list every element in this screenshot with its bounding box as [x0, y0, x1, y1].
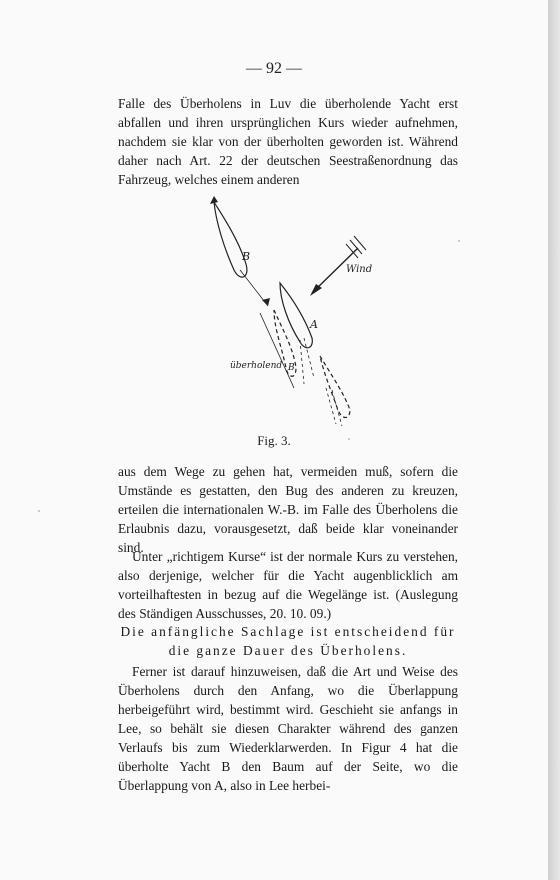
- figure-3-diagram: [200, 188, 380, 433]
- yacht-b-hull: [214, 202, 247, 277]
- wind-label: Wind: [346, 264, 373, 275]
- paper-speck: [348, 438, 350, 440]
- page-edge: [548, 0, 560, 880]
- yacht-a-hull: [280, 283, 312, 348]
- course-a-line: [260, 313, 294, 388]
- course-b-arrow-head: [210, 196, 218, 204]
- section-heading: Die anfängliche Sachlage ist entscheidend für die ganze Dauer des Überholens.: [120, 624, 456, 658]
- label-b: B: [242, 250, 251, 263]
- wake-lines-ghost: [326, 388, 342, 426]
- paper-speck: [38, 510, 40, 512]
- page-number: — 92 —: [246, 60, 302, 77]
- label-a: A: [310, 318, 318, 331]
- paragraph-2: aus dem Wege zu gehen hat, vermeiden muß, sofern die Umstände es gestatten, den Bug des anderen zu kreuzen, erteilen die internationalen W.-B. im Falle des Überholens die Erlaubnis dazu, vorausgesetzt, daß beide klar voneinander sind.: [118, 464, 458, 555]
- label-b-overtaking: B: [288, 363, 295, 373]
- yacht-ghost-hull: [320, 356, 350, 418]
- paper-speck: [458, 240, 460, 242]
- wind-arrow-fletching: [346, 236, 366, 258]
- overtaking-label: überholend: [230, 361, 283, 371]
- figure-caption: Fig. 3.: [257, 433, 291, 448]
- paragraph-1: Falle des Überholens in Luv die überholende Yacht erst abfallen und ihren ursprünglichen Kurs wieder aufnehmen, nachdem sie klar von der überholten geworden ist. Während daher nach Art. 22 der deutschen Seestraßenordnung das Fahrzeug, welches einem anderen: [118, 96, 458, 187]
- paragraph-4: Ferner ist darauf hinzuweisen, daß die Art und Weise des Überholens durch den Anfang, wo die Überlappung herbeigeführt wird, bestimmt wird. Geschieht sie anfangs in Lee, so behält sie diesen Charakter während des ganzen Verlaufs bis zum Wiederklarwerden. In Figur 4 hat die überholte Yacht B den Baum auf der Seite, wo die Überlappung von A, also in Lee herbei-: [118, 664, 458, 793]
- paragraph-3: Unter „richtigem Kurse“ ist der normale Kurs zu verstehen, also derjenige, welcher für die Yacht augenblicklich am vorteilhaftesten in bezug auf die Wegelänge ist. (Auslegung des Ständigen Ausschusses, 20. 10. 09.): [118, 549, 458, 621]
